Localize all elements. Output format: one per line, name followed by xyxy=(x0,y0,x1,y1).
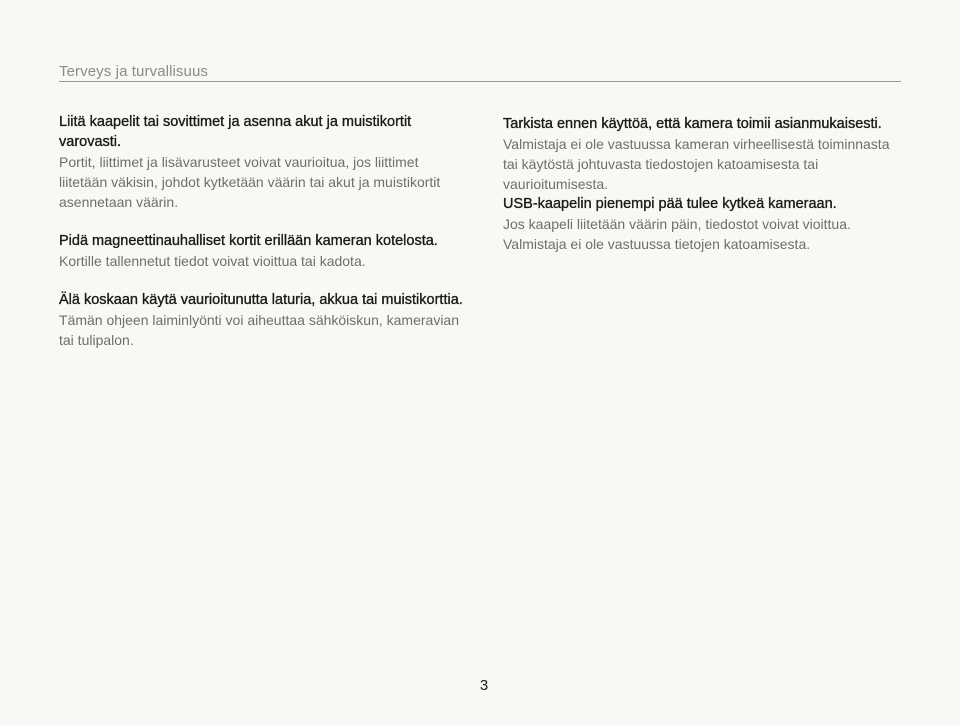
section-heading: Pidä magneettinauhalliset kortit erillään kameran kotelosta. xyxy=(59,233,438,249)
page-number: 3 xyxy=(479,677,489,694)
section-magnetic-cards xyxy=(59,231,464,271)
section-title: Terveys ja turvallisuus xyxy=(59,63,209,80)
section-body: Jos kaapeli liitetään väärin päin, tiedostot voivat vioittua. Valmistaja ei ole vastuussa tietojen katoamisesta. xyxy=(503,216,851,252)
section-heading: Tarkista ennen käyttöä, että kamera toimii asianmukaisesti. xyxy=(503,116,882,132)
section-heading: USB-kaapelin pienempi pää tulee kytkeä kameraan. xyxy=(503,196,837,212)
section-body: Kortille tallennetut tiedot voivat vioittua tai kadota. xyxy=(59,253,366,269)
section-body: Valmistaja ei ole vastuussa kameran virheellisestä toiminnasta tai käytöstä johtuvasta tiedostojen katoamisesta tai vaurioitumisesta. xyxy=(503,136,890,192)
section-heading: Liitä kaapelit tai sovittimet ja asenna akut ja muistikortit varovasti. xyxy=(59,114,412,150)
header-divider xyxy=(59,81,901,82)
section-usb-cable xyxy=(503,194,903,254)
section-body: Tämän ohjeen laiminlyönti voi aiheuttaa sähköiskun, kameravian tai tulipalon. xyxy=(59,312,459,348)
section-cables-batteries xyxy=(59,112,464,212)
section-damaged-charger xyxy=(59,290,464,350)
section-body: Portit, liittimet ja lisävarusteet voivat vaurioitua, jos liittimet liitetään väkisin, johdot kytketään väärin tai akut ja muistikortit asennetaan väärin. xyxy=(59,154,441,210)
section-heading: Älä koskaan käytä vaurioitunutta laturia, akkua tai muistikorttia. xyxy=(59,292,463,308)
section-check-camera xyxy=(503,114,903,194)
